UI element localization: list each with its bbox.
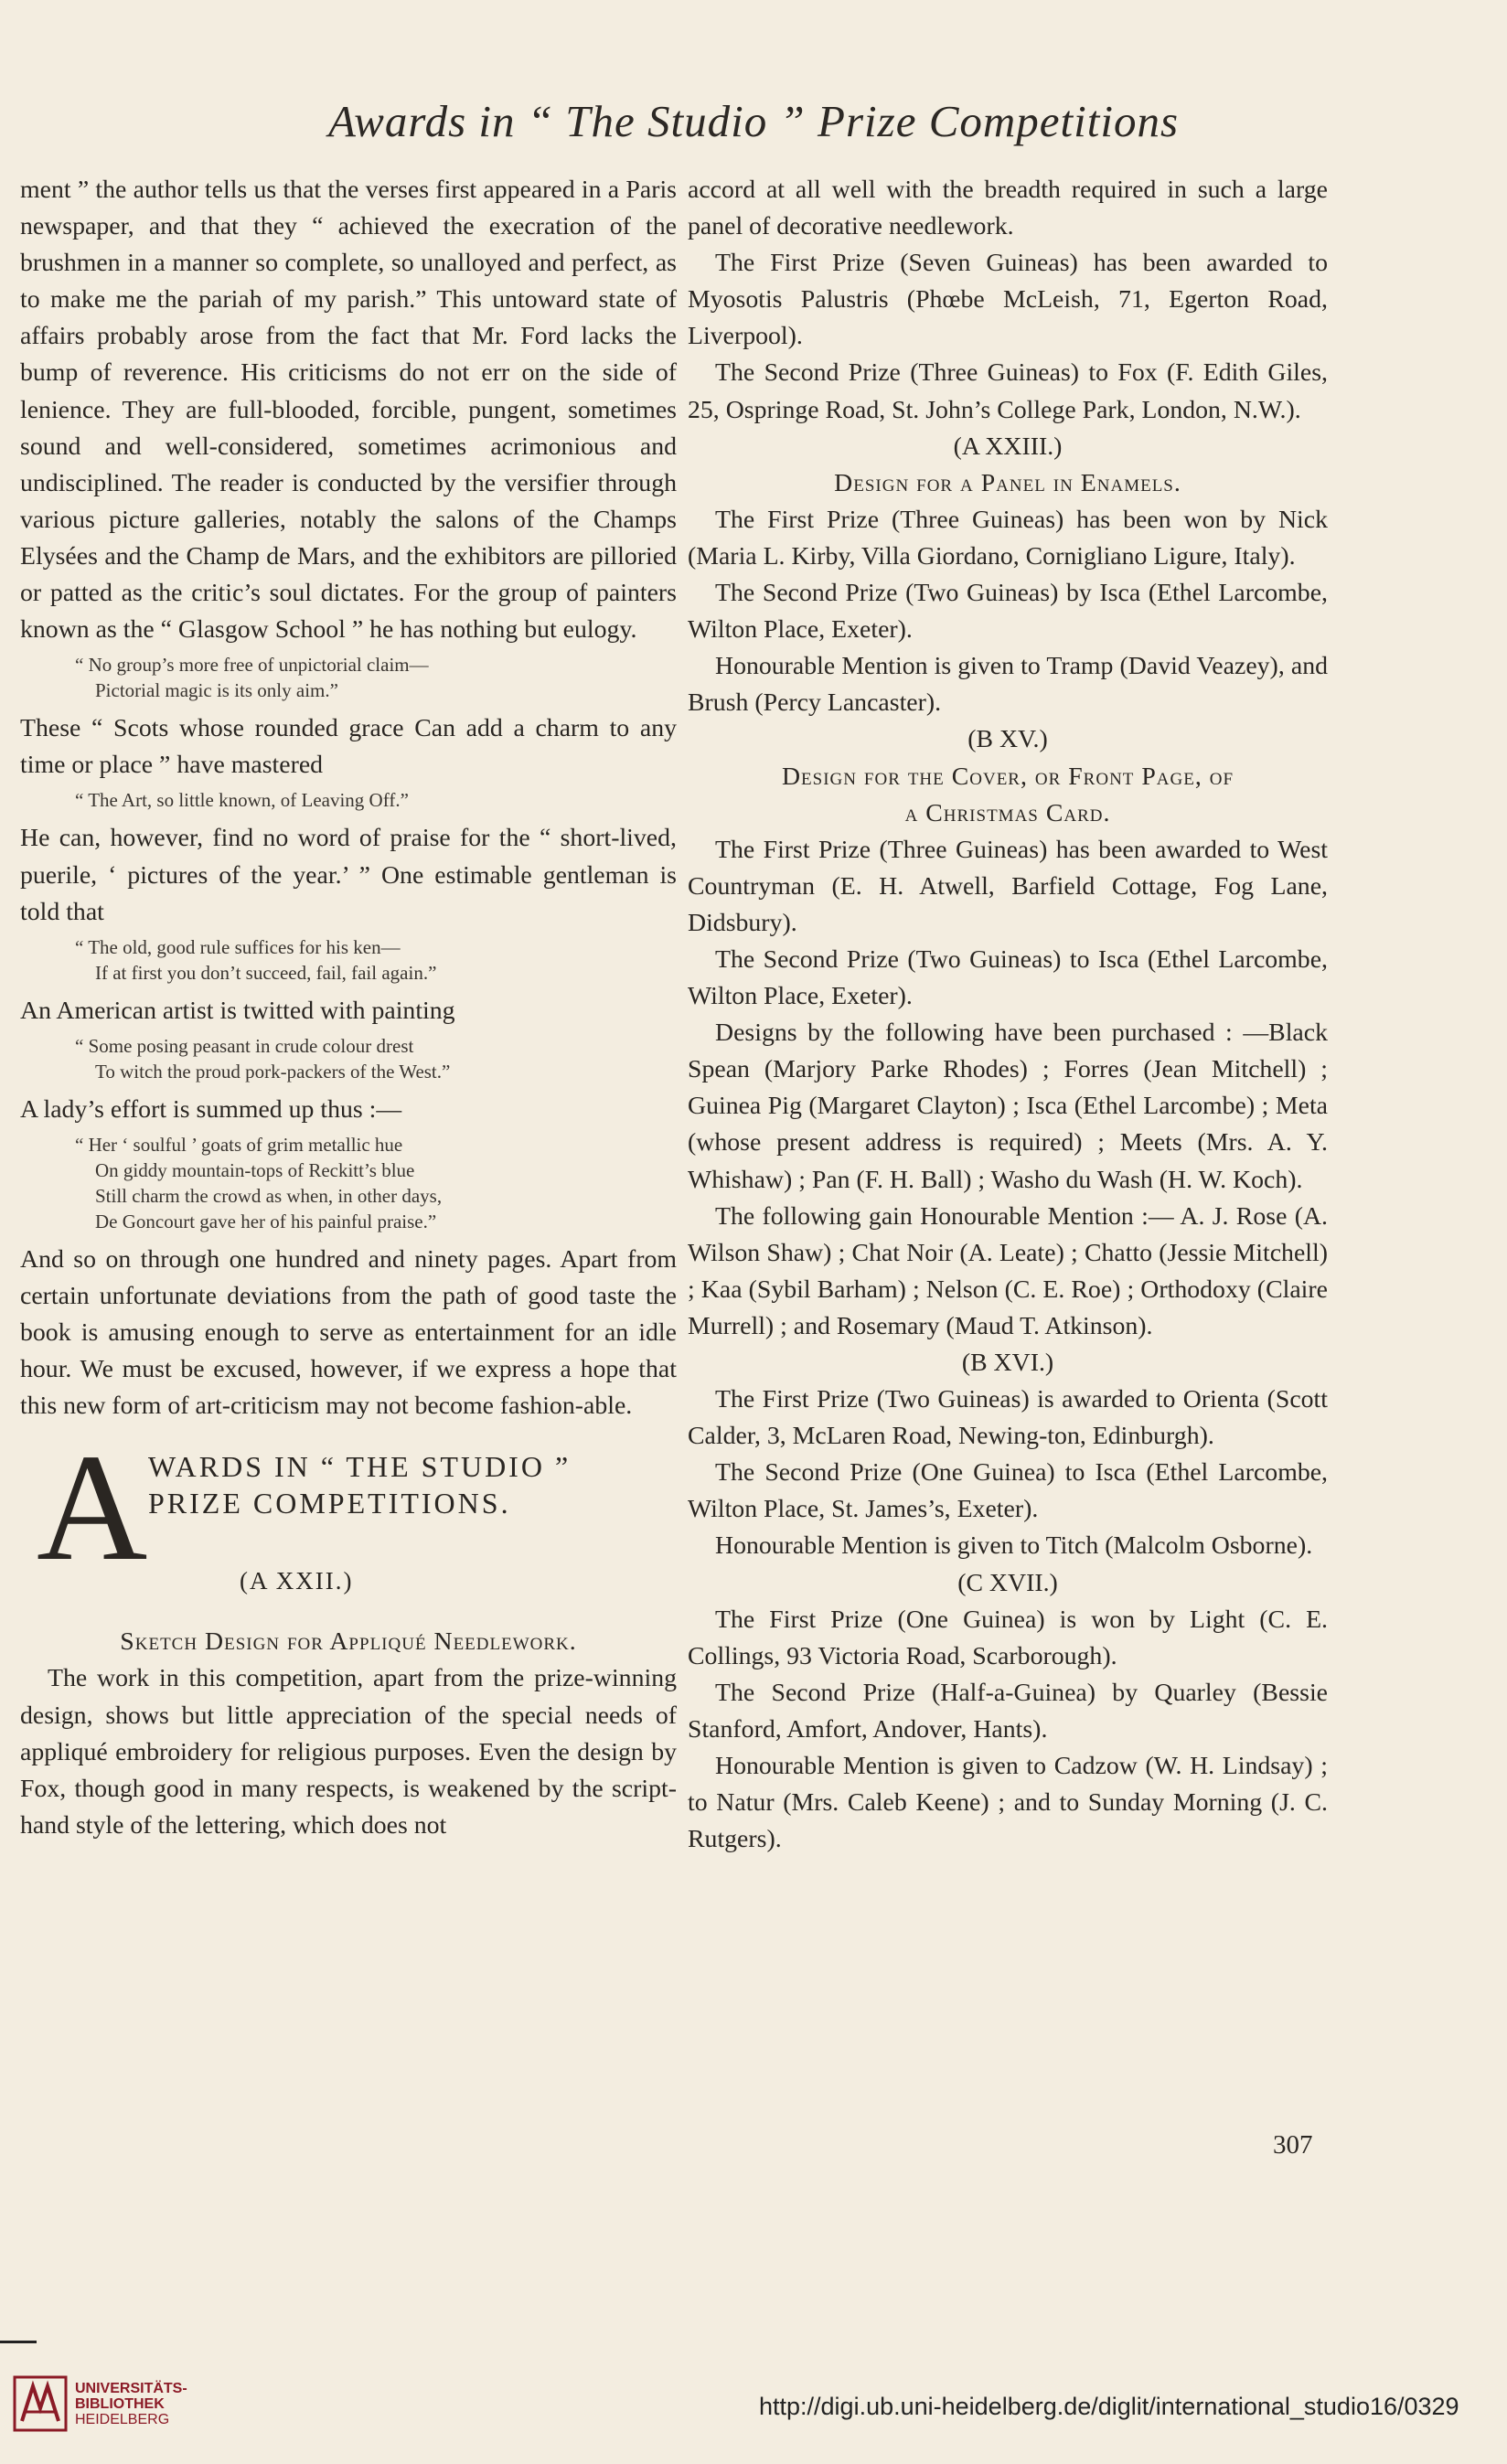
section-title: a Christmas Card. — [904, 798, 1111, 827]
section-title: Sketch Design for Appliqué Needlework. — [120, 1627, 577, 1657]
library-logo — [13, 2375, 205, 2432]
paragraph: The Second Prize (Half-a-Guinea) by Quarley (Bessie Stanford, Amfort, Andover, Hants). — [688, 1678, 1328, 1744]
paragraph: He can, however, find no word of praise for the “ short-lived, puerile, ‘ pictures of the year.’ ” One estimable gentleman is told that — [20, 824, 677, 926]
section-title: Design for the Cover, or Front Page, of — [781, 762, 1234, 791]
heading-line: PRIZE COMPETITIONS. — [148, 1487, 511, 1520]
paragraph: These “ Scots whose rounded grace Can add a charm to any time or place ” have mastered — [20, 714, 677, 780]
competition-number: (A XXIII.) — [953, 432, 1063, 461]
competition-number: (B XVI.) — [961, 1349, 1054, 1377]
paragraph: Designs by the following have been purchased : —Black Spean (Marjory Parke Rhodes) ; Forres (Jean Mitchell) ; Guinea Pig (Margaret Clayton) ; Isca (Ethel Larcombe) ; Meta (whose present address is required) ; Meets (Mrs. A. Y. Whishaw) ; Pan (F. H. Ball) ; Washo du Wash (H. W. Koch). — [688, 1019, 1328, 1194]
verse-line: “ Some posing peasant in crude colour drest — [75, 1034, 414, 1057]
paragraph: The work in this competition, apart from the prize-winning design, shows but little appreciation of the special needs of appliqué embroidery for religious purposes. Even the design by Fox, though good in many respects, is weakened by the script-hand style of the lettering, which does not — [20, 1664, 677, 1840]
paragraph: accord at all well with the breadth required in such a large panel of decorative needlework. — [688, 176, 1328, 241]
library-name-line: BIBLIOTHEK — [75, 2396, 165, 2412]
paragraph: The First Prize (Seven Guineas) has been awarded to Myosotis Palustris (Phœbe McLeish, 71, Egerton Road, Liverpool). — [688, 249, 1328, 351]
competition-number: (C XVII.) — [957, 1568, 1058, 1597]
verse-quote — [20, 787, 677, 813]
paragraph: The First Prize (One Guinea) is won by Light (C. E. Collings, 93 Victoria Road, Scarborough). — [688, 1605, 1328, 1670]
paragraph: A lady’s effort is summed up thus :— — [20, 1094, 402, 1124]
verse-line: On giddy mountain-tops of Reckitt’s blue — [95, 1158, 415, 1181]
library-seal-icon — [13, 2375, 68, 2432]
paragraph: The Second Prize (One Guinea) to Isca (Ethel Larcombe, Wilton Place, St. James’s, Exeter). — [688, 1458, 1328, 1524]
verse-line: Pictorial magic is its only aim.” — [95, 679, 338, 702]
heading-line: WARDS IN “ THE STUDIO ” — [148, 1450, 572, 1484]
library-name — [75, 2381, 187, 2427]
paragraph: The following gain Honourable Mention :— A. J. Rose (A. Wilson Shaw) ; Chat Noir (A. Leate) ; Chatto (Jessie Mitchell) ; Kaa (Sybil Barham) ; Nelson (C. E. Roe) ; Orthodoxy (Claire Murrell) ; and Rosemary (Maud T. Atkinson). — [688, 1201, 1328, 1340]
verse-quote — [20, 1132, 677, 1234]
verse-line: “ No group’s more free of unpictorial claim— — [75, 654, 429, 677]
article-heading — [20, 1423, 677, 1624]
left-column — [20, 172, 677, 1844]
right-column — [688, 172, 1328, 1858]
verse-line: If at first you don’t succeed, fail, fail again.” — [95, 961, 437, 984]
page-header: Awards in “ The Studio ” Prize Competitions — [327, 96, 1180, 146]
library-name-line: UNIVERSITÄTS- — [75, 2381, 187, 2396]
competition-number: (B XV.) — [967, 725, 1048, 754]
paragraph: ment ” the author tells us that the verses first appeared in a Paris newspaper, and that they “ achieved the execration of the brushmen in a manner so complete, so unalloyed and perfect, as to make me the pariah of my parish.” This untoward state of affairs probably arose from the fact that Mr. Ford lacks the bump of reverence. His criticisms do not err on the side of lenience. They are full-blooded, forcible, pungent, sometimes sound and well-considered, sometimes acrimonious and undisciplined. The reader is conducted by the versifier through various picture galleries, notably the salons of the Champs Elysées and the Champ de Mars, and the exhibitors are pilloried or patted as the critic’s soul dictates. For the group of painters known as the “ Glasgow School ” he has nothing but eulogy. — [20, 176, 677, 645]
verse-quote — [20, 652, 677, 703]
paragraph: The Second Prize (Three Guineas) to Fox (F. Edith Giles, 25, Ospringe Road, St. John’s College Park, London, N.W.). — [688, 358, 1328, 424]
page-number: 307 — [1273, 2130, 1313, 2160]
paragraph: Honourable Mention is given to Cadzow (W. H. Lindsay) ; to Natur (Mrs. Caleb Keene) ; and to Sunday Morning (J. C. Rutgers). — [688, 1752, 1328, 1854]
paragraph: The First Prize (Three Guineas) has been won by Nick (Maria L. Kirby, Villa Giordano, Cornigliano Ligure, Italy). — [688, 505, 1328, 571]
verse-quote — [20, 1033, 677, 1084]
section-title: Design for a Panel in Enamels. — [834, 468, 1181, 497]
drop-cap: A — [37, 1423, 148, 1594]
paragraph: Honourable Mention is given to Titch (Malcolm Osborne). — [715, 1531, 1313, 1561]
verse-line: De Goncourt gave her of his painful praise.” — [95, 1210, 437, 1232]
verse-line: To witch the proud pork-packers of the West.” — [95, 1060, 451, 1083]
verse-line: “ The old, good rule suffices for his ken— — [75, 935, 401, 958]
competition-number: (A XXII.) — [240, 1567, 354, 1595]
source-url-link[interactable]: http://digi.ub.uni-heidelberg.de/diglit/international_studio16/0329 — [759, 2393, 1459, 2420]
paragraph: The First Prize (Three Guineas) has been awarded to West Countryman (E. H. Atwell, Barfield Cottage, Fog Lane, Didsbury). — [688, 835, 1328, 937]
verse-quote — [20, 934, 677, 986]
paragraph: Honourable Mention is given to Tramp (David Veazey), and Brush (Percy Lancaster). — [688, 652, 1328, 718]
heading-title — [148, 1448, 571, 1521]
scan-edge-mark — [0, 2341, 37, 2343]
verse-line: “ The Art, so little known, of Leaving Off.” — [75, 789, 409, 812]
verse-line: Still charm the crowd as when, in other days, — [95, 1184, 443, 1207]
paragraph: The First Prize (Two Guineas) is awarded to Orienta (Scott Calder, 3, McLaren Road, Newing-ton, Edinburgh). — [688, 1385, 1328, 1451]
paragraph: And so on through one hundred and ninety pages. Apart from certain unfortunate deviations from the path of good taste the book is amusing enough to serve as entertainment for an idle hour. We must be excused, however, if we express a hope that this new form of art-criticism may not become fashion-able. — [20, 1244, 677, 1421]
paragraph: An American artist is twitted with painting — [20, 996, 455, 1025]
library-name-line: HEIDELBERG — [75, 2412, 170, 2427]
paragraph: The Second Prize (Two Guineas) by Isca (Ethel Larcombe, Wilton Place, Exeter). — [688, 579, 1328, 645]
verse-line: “ Her ‘ soulful ’ goats of grim metallic hue — [75, 1133, 403, 1156]
paragraph: The Second Prize (Two Guineas) to Isca (Ethel Larcombe, Wilton Place, Exeter). — [688, 944, 1328, 1011]
